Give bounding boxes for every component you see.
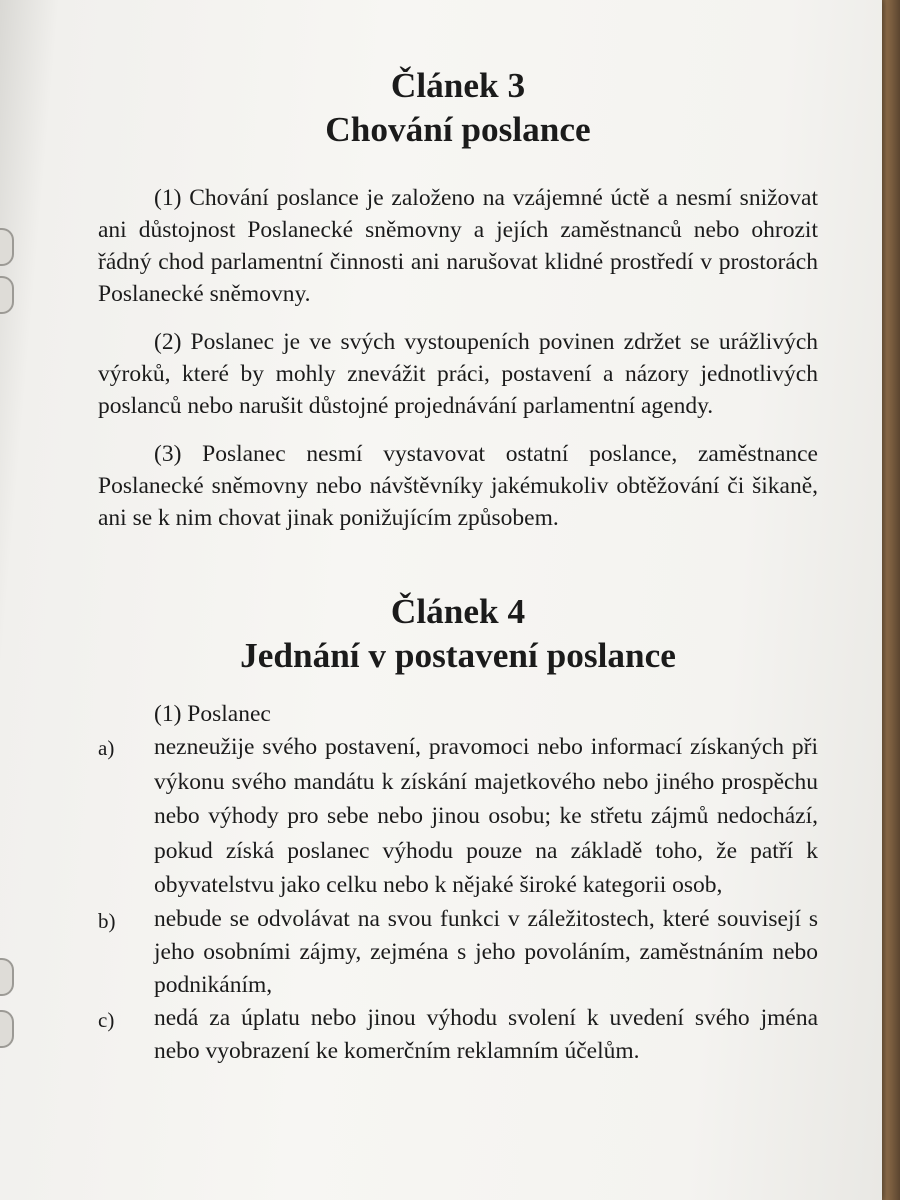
binding-hole	[0, 276, 14, 314]
list-item-a	[98, 730, 818, 903]
document-content	[98, 62, 818, 1068]
article-3-title: Chování poslance	[325, 110, 591, 149]
list-item-c	[98, 1002, 818, 1068]
binding-hole	[0, 958, 14, 996]
list-text: nebude se odvolávat na svou funkci v záležitostech, které souvisejí s jeho osobními zájmy, zejména s jeho povoláním, zaměstnáním nebo podnikáním,	[154, 905, 818, 998]
list-letter: c)	[98, 1007, 115, 1032]
paragraph-text: (3) Poslanec nesmí vystavovat ostatní poslance, zaměstnance Poslanecké sněmovny nebo návštěvníky jakémukoliv obtěžování či šikaně, ani se k nim chovat jinak ponižujícím způsobem.	[98, 441, 818, 531]
binding-hole	[0, 228, 14, 266]
article-4-intro: (1) Poslanec	[154, 701, 271, 727]
paragraph-text: (2) Poslanec je ve svých vystoupeních povinen zdržet se urážlivých výroků, které by mohly znevážit práci, postavení a názory jednotlivých poslanců nebo narušit důstojné projednávání parlamentní agendy.	[98, 329, 818, 419]
list-text: nezneužije svého postavení, pravomoci nebo informací získaných při výkonu svého mandátu k získání majetkového nebo jiného prospěchu nebo výhody pro sebe nebo jinou osobu; ke střetu zájmů nedochází, pokud získá poslanec výhodu pouze na základě toho, že patří k obyvatelstvu jako celku nebo k nějaké široké kategorii osob,	[154, 734, 818, 898]
list-letter: b)	[98, 908, 116, 933]
article-4-title: Jednání v postavení poslance	[240, 636, 676, 675]
list-letter: a)	[98, 736, 115, 760]
list-text: nedá za úplatu nebo jinou výhodu svolení k uvedení svého jména nebo vyobrazení ke komerčním reklamním účelům.	[154, 1004, 818, 1064]
article-3-paragraph-3	[98, 438, 818, 534]
binding-hole	[0, 1010, 14, 1048]
article-3-number: Článek 3	[390, 66, 526, 105]
article-3-paragraph-2	[98, 326, 818, 422]
article-4-number: Článek 4	[390, 592, 526, 631]
article-3-paragraph-1	[98, 182, 818, 310]
paragraph-text: (1) Chování poslance je založeno na vzájemné úctě a nesmí snižovat ani důstojnost Poslanecké sněmovny a jejích zaměstnanců nebo ohrozit řádný chod parlamentní činnosti ani narušovat klidné prostředí v prostorách Poslanecké sněmovny.	[98, 185, 818, 307]
list-item-b	[98, 903, 818, 1002]
